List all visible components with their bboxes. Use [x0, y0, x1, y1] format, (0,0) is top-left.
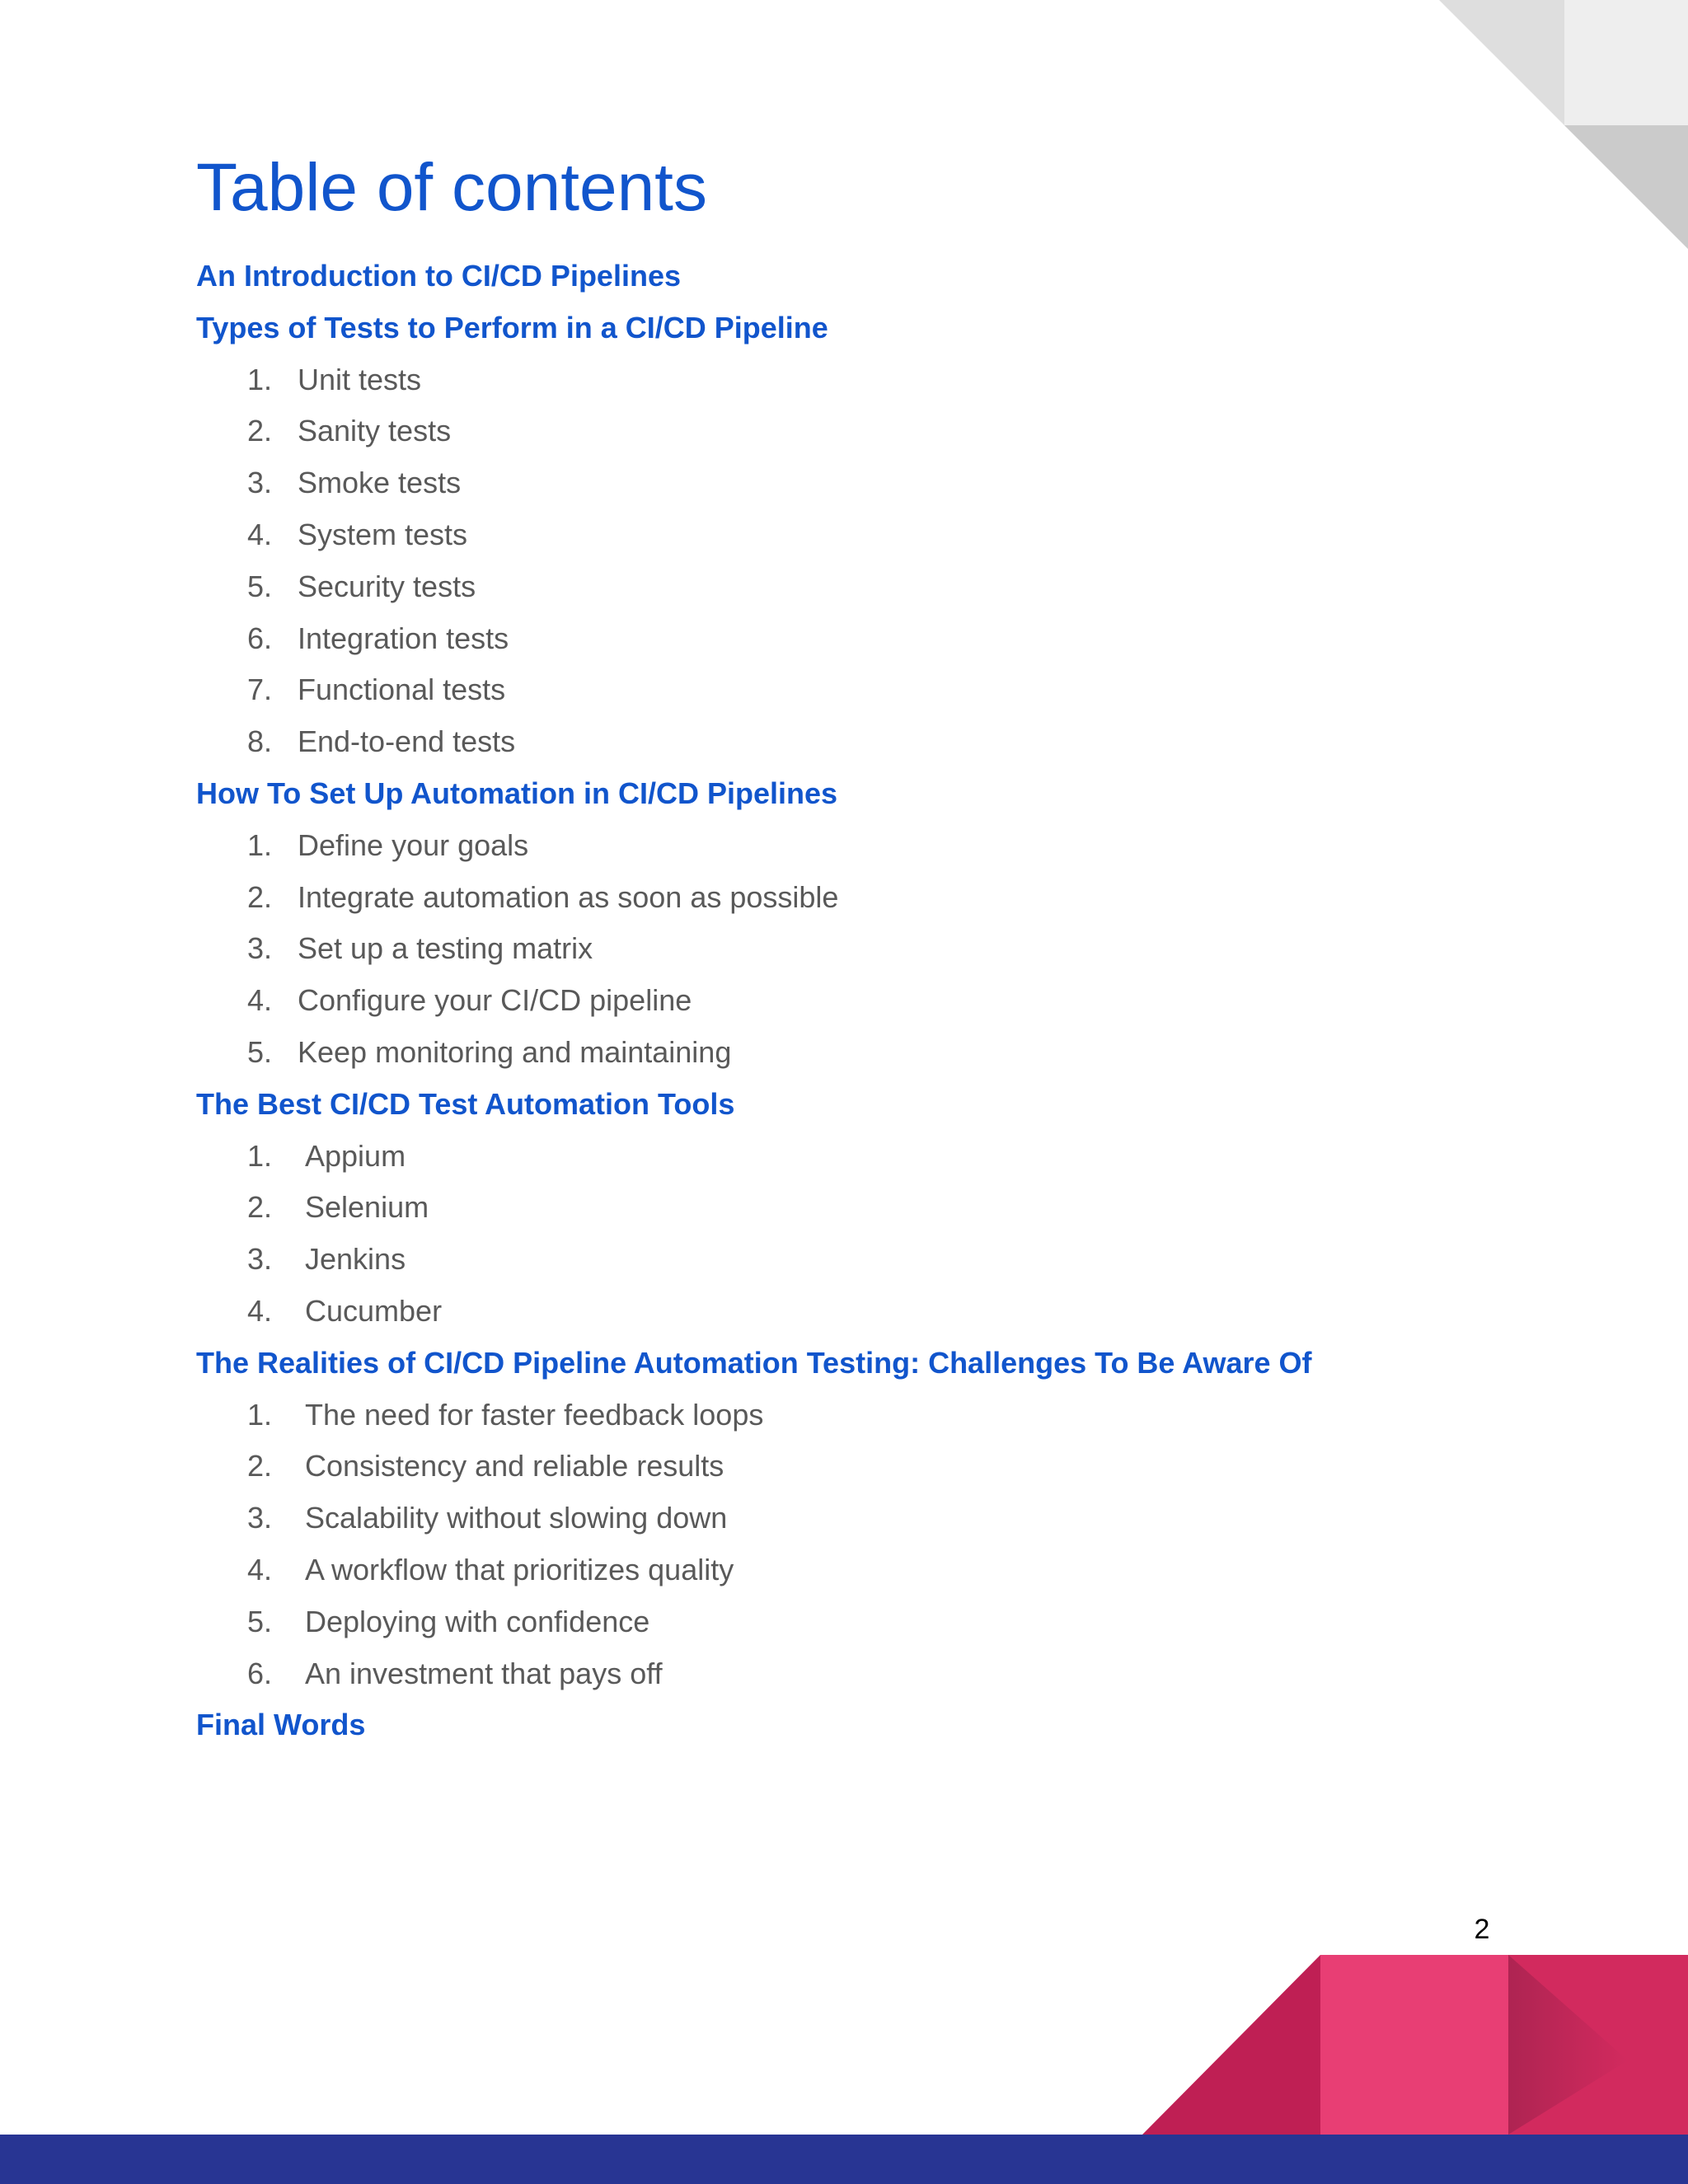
list-number: 5. [247, 1034, 273, 1069]
list-item-label: System tests [298, 517, 468, 551]
list-item[interactable] [196, 1441, 1515, 1493]
footer-fold-shadow [1508, 1955, 1628, 2135]
list-item-label: Deploying with confidence [305, 1604, 650, 1638]
list-item-label: Integration tests [298, 621, 509, 655]
toc-link-types-of-tests[interactable]: Types of Tests to Perform in a CI/CD Pipeline [196, 310, 828, 344]
list-number: 4. [247, 1293, 273, 1328]
list-item[interactable] [196, 872, 1515, 924]
list-number: 2. [247, 1449, 273, 1483]
list-item[interactable] [196, 1596, 1515, 1648]
list-item-label: Unit tests [298, 362, 422, 396]
setup-automation-list [196, 820, 1515, 1079]
footer-raspberry-block [1508, 1955, 1688, 2135]
list-item[interactable] [196, 1390, 1515, 1441]
list-number: 4. [247, 983, 273, 1018]
list-item[interactable] [196, 716, 1515, 768]
best-tools-list [196, 1131, 1515, 1338]
types-of-tests-list [196, 354, 1515, 768]
list-number: 3. [247, 1501, 273, 1535]
list-number: 4. [247, 1552, 273, 1586]
list-item[interactable] [196, 1182, 1515, 1234]
list-item-label: Sanity tests [298, 414, 452, 448]
list-number: 3. [247, 466, 273, 500]
list-number: 1. [247, 1397, 273, 1432]
list-number: 8. [247, 724, 273, 759]
list-item[interactable] [196, 664, 1515, 716]
list-item-label: Consistency and reliable results [305, 1449, 724, 1483]
list-number: 3. [247, 931, 273, 966]
list-item-label: An investment that pays off [305, 1656, 663, 1690]
toc-link-best-tools[interactable]: The Best CI/CD Test Automation Tools [196, 1086, 735, 1121]
list-item-label: End-to-end tests [298, 724, 516, 759]
list-number: 5. [247, 569, 273, 603]
footer-bar [0, 2135, 1688, 2184]
list-item-label: Integrate automation as soon as possible [298, 879, 839, 914]
corner-shape-shadow [1564, 125, 1688, 249]
list-item-label: Selenium [305, 1190, 429, 1225]
list-item[interactable] [196, 1493, 1515, 1544]
list-number: 2. [247, 879, 273, 914]
list-item[interactable] [196, 1131, 1515, 1183]
list-item-label: Set up a testing matrix [298, 931, 593, 966]
toc-link-introduction[interactable]: An Introduction to CI/CD Pipelines [196, 259, 681, 293]
toc-link-realities[interactable]: The Realities of CI/CD Pipeline Automation Testing: Challenges To Be Aware Of [196, 1345, 1312, 1380]
list-number: 2. [247, 1190, 273, 1225]
list-item[interactable] [196, 1648, 1515, 1700]
list-item-label: A workflow that prioritizes quality [305, 1552, 734, 1586]
list-item[interactable] [196, 975, 1515, 1027]
list-item[interactable] [196, 1027, 1515, 1079]
list-item[interactable] [196, 561, 1515, 613]
list-number: 6. [247, 1656, 273, 1690]
list-item-label: Cucumber [305, 1293, 443, 1328]
toc-link-final-words[interactable]: Final Words [196, 1708, 366, 1742]
list-item[interactable] [196, 354, 1515, 406]
list-item[interactable] [196, 1234, 1515, 1286]
toc-link-setup-automation[interactable]: How To Set Up Automation in CI/CD Pipelines [196, 776, 838, 810]
list-item-label: Define your goals [298, 827, 529, 862]
table-of-contents [196, 138, 1515, 1751]
footer-crimson-triangle [1142, 1955, 1320, 2135]
list-item[interactable] [196, 923, 1515, 975]
realities-list [196, 1390, 1515, 1700]
corner-shape-lighter [1564, 0, 1688, 125]
list-item-label: Appium [305, 1138, 406, 1173]
list-number: 1. [247, 827, 273, 862]
list-number: 7. [247, 673, 273, 707]
list-item[interactable] [196, 820, 1515, 872]
list-item-label: Smoke tests [298, 466, 462, 500]
list-item[interactable] [196, 1286, 1515, 1338]
list-number: 3. [247, 1242, 273, 1277]
footer-pink-block [1320, 1955, 1508, 2135]
list-item-label: The need for faster feedback loops [305, 1397, 764, 1432]
list-number: 1. [247, 362, 273, 396]
list-item[interactable] [196, 613, 1515, 665]
list-item[interactable] [196, 457, 1515, 509]
list-item-label: Scalability without slowing down [305, 1501, 728, 1535]
list-item-label: Jenkins [305, 1242, 406, 1277]
list-item-label: Functional tests [298, 673, 506, 707]
list-number: 2. [247, 414, 273, 448]
list-item-label: Security tests [298, 569, 476, 603]
list-number: 6. [247, 621, 273, 655]
page-number: 2 [1474, 1914, 1490, 1945]
list-number: 1. [247, 1138, 273, 1173]
list-number: 5. [247, 1604, 273, 1638]
list-number: 4. [247, 517, 273, 551]
list-item[interactable] [196, 509, 1515, 561]
page-title: Table of contents [196, 150, 707, 225]
footer-decoration [0, 1945, 1688, 2184]
list-item[interactable] [196, 1544, 1515, 1596]
list-item-label: Configure your CI/CD pipeline [298, 983, 692, 1018]
list-item[interactable] [196, 405, 1515, 457]
list-item-label: Keep monitoring and maintaining [298, 1034, 732, 1069]
